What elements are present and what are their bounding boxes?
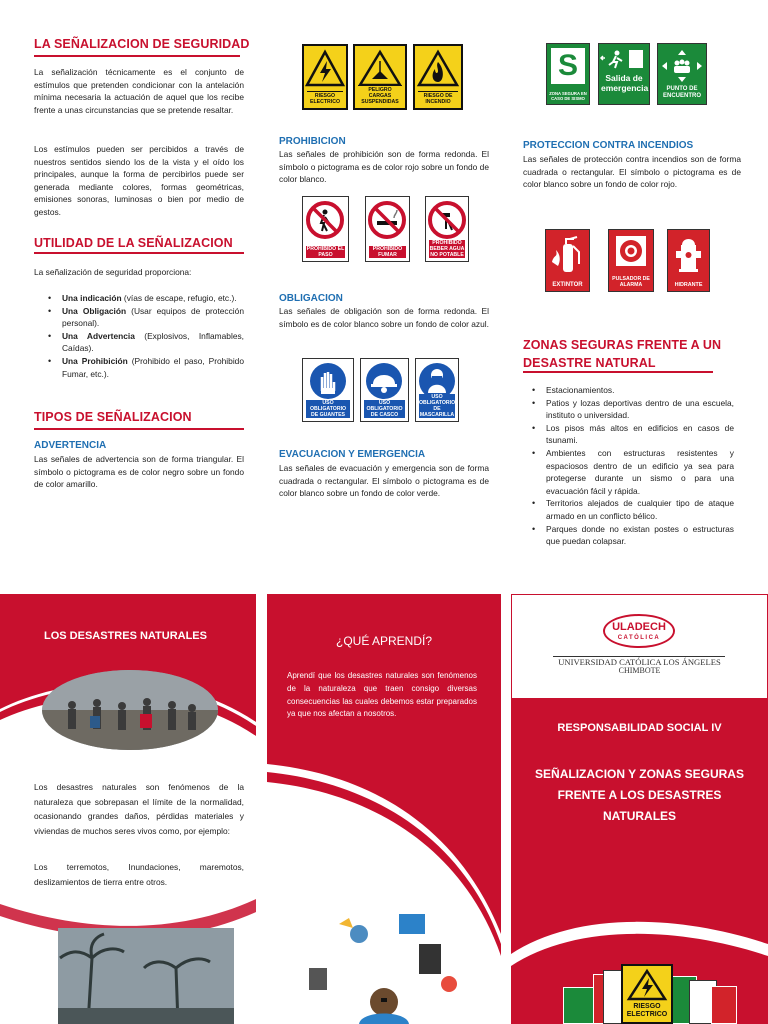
heading-tipos: TIPOS DE SEÑALIZACION	[34, 410, 192, 424]
proteccion-text: Las señales de protección contra incendios son de forma cuadrada o rectangular. El símbolo o pictograma es de color blanco sobre un fondo de color rojo.	[523, 154, 741, 190]
obligation-sign-helmet: USO OBLIGATORIO DE CASCO	[360, 358, 409, 422]
stack-sign-green	[563, 987, 597, 1024]
list-item: • Estacionamientos.	[528, 384, 734, 397]
triangle-bolt-icon	[304, 49, 346, 89]
evac-sign-emergency-exit: Salida de emergencia	[598, 43, 650, 105]
uladech-logo: ULADECH CATÓLICA	[603, 614, 675, 648]
evac-sign-meeting-point: PUNTO DE ENCUENTRO	[657, 43, 707, 105]
zonas-list	[528, 384, 734, 548]
desastres-paragraph-2: Los terremotos, Inundaciones, maremotos, deslizamientos de tierra entre otros.	[34, 862, 244, 887]
prohibicion-text: Las señales de prohibición son de forma redonda. El símbolo o pictograma es de color rojo sobre un fondo de color blanco.	[279, 149, 489, 185]
subheading-advertencia: ADVERTENCIA	[34, 440, 107, 451]
fire-sign-hydrant: HIDRANTE	[667, 229, 710, 292]
heading-underline	[34, 252, 244, 254]
triangle-flame-icon	[415, 49, 461, 89]
gloves-icon	[303, 360, 353, 404]
university-name: UNIVERSIDAD CATÓLICA LOS ÁNGELES	[558, 657, 721, 667]
panel-cover	[511, 594, 768, 1024]
list-item: • Una indicación (vías de escape, refugio, etc.).	[44, 292, 244, 305]
warning-sign-fire: RIESGO DE INCENDIO	[413, 44, 463, 110]
subheading-evacuacion: EVACUACION Y EMERGENCIA	[279, 449, 426, 460]
triangle-load-icon	[355, 49, 405, 89]
prohibition-sign-no-entry: PROHIBIDO EL PASO	[302, 196, 349, 262]
list-item: • Territorios alejados de cualquier tipo de ataque armado en un conflicto bélico.	[528, 497, 734, 522]
utilidad-intro: La señalización de seguridad proporciona:	[34, 267, 192, 277]
list-item: • Una Prohibición (Prohibido el paso, Prohibido Fumar, etc.).	[44, 355, 244, 380]
panel-desastres-title: LOS DESASTRES NATURALES	[44, 630, 207, 642]
hydrant-icon	[668, 233, 709, 275]
course-name: RESPONSABILIDAD SOCIAL IV	[557, 722, 722, 734]
no-drinking-water-icon	[426, 199, 468, 243]
university-city: CHIMBOTE	[618, 666, 661, 675]
heading-utilidad: UTILIDAD DE LA SEÑALIZACION	[34, 236, 233, 250]
exit-running-icon	[599, 46, 649, 72]
no-pedestrian-icon	[303, 199, 348, 243]
panel-que-aprendi	[267, 594, 501, 1024]
heading-senalizacion: LA SEÑALIZACION DE SEGURIDAD	[34, 37, 250, 51]
utilidad-list	[44, 292, 244, 380]
list-item: • Una Advertencia (Explosivos, Inflamables, Caídas).	[44, 330, 244, 355]
subheading-obligacion: OBLIGACION	[279, 293, 343, 304]
subheading-prohibicion: PROHIBICION	[279, 136, 346, 147]
senalizacion-paragraph-1: La señalización técnicamente es el conjunto de estímulos que pretenden condicionar con la antelación mínima necesaria la actuación de aquel que los recibe frente a unas circunstancias que se pretende resaltar.	[34, 67, 244, 115]
obligation-sign-mask: USO OBLIGATORIO DE MASCARILLA	[415, 358, 459, 422]
advertencia-text: Las señales de advertencia son de forma triangular. El símbolo o pictograma es de color negro sobre un fondo de color amarillo.	[34, 454, 244, 490]
list-item: • Ambientes con estructuras resistentes y espaciosos dentro de un edificio ya sea para protegerse durante un sismo o para una evacuación fácil y rápida.	[528, 447, 734, 497]
panel-desastres	[0, 594, 256, 1024]
disaster-photo	[42, 670, 218, 750]
panel-que-aprendi-title: ¿QUÉ APRENDÍ?	[335, 634, 433, 648]
stack-sign-red-2	[711, 986, 737, 1024]
study-illustration	[299, 894, 469, 1024]
cover-title: SEÑALIZACION Y ZONAS SEGURAS FRENTE A LOS DESASTRES NATURALES	[535, 767, 744, 823]
alarm-button-icon	[609, 233, 653, 273]
stack-sign-electric: RIESGO ELECTRICO	[621, 964, 673, 1024]
senalizacion-paragraph-2: Los estímulos pueden ser percibidos a través de nuestros sentidos siendo los de la vista y el oído los principales, aunque la forma de percibirlos puede ser generada mediante colores, formas geométricas, emisiones sonoras, luminosas o bien por medio de gestos.	[34, 144, 244, 217]
storm-photo	[58, 928, 234, 1024]
list-item: • Los pisos más altos en edificios en casos de tsunami.	[528, 422, 734, 447]
prohibition-sign-no-smoking: PROHIBIDO FUMAR	[365, 196, 410, 262]
fire-extinguisher-icon	[546, 232, 589, 278]
subheading-proteccion: PROTECCION CONTRA INCENDIOS	[523, 140, 694, 151]
heading-underline	[34, 428, 244, 430]
hurricane-palms-image	[58, 928, 234, 1024]
que-aprendi-text: Aprendí que los desastres naturales son fenómenos de la naturaleza que traen consigo diversas consecuencias las cuales debemos estar preparados ya que nos afectan a nosotros.	[287, 671, 477, 719]
list-item: • Una Obligación (Usar equipos de protección personal).	[44, 305, 244, 330]
heading-underline	[523, 371, 713, 373]
meeting-point-icon	[658, 46, 706, 86]
fire-sign-extinguisher: EXTINTOR	[545, 229, 590, 292]
list-item: • Parques donde no existan postes o estructuras que puedan colapsar.	[528, 523, 734, 548]
obligation-sign-gloves: USO OBLIGATORIO DE GUANTES	[302, 358, 354, 422]
heading-underline	[34, 55, 240, 57]
desastres-paragraph-1: Los desastres naturales son fenómenos de la naturaleza que sobrepasan el límite de la normalidad, ocasionando grandes daños, pérdidas materiales y viviendas de muchos seres vivos como, por ejemplo:	[34, 782, 244, 836]
evacuacion-text: Las señales de evacuación y emergencia son de forma cuadrada o rectangular. El símbolo o pictograma es de color blanco sobre un fondo de color verde.	[279, 463, 489, 499]
fire-sign-alarm-button: PULSADOR DE ALARMA	[608, 229, 654, 292]
triangle-bolt-icon	[623, 968, 671, 1002]
obligacion-text: Las señales de obligación son de forma redonda. El símbolo es de color blanco sobre un fondo de color azul.	[279, 306, 489, 329]
crowd-rubble-image	[42, 670, 218, 750]
list-item: • Patios y lozas deportivas dentro de una escuela, instituto o universidad.	[528, 397, 734, 422]
prohibition-sign-no-drinking: PROHIBIDO BEBER AGUA NO POTABLE	[425, 196, 469, 262]
helmet-icon	[361, 360, 408, 404]
no-smoking-icon	[366, 199, 409, 243]
evac-sign-safe-zone: S ZONA SEGURA EN CASO DE SISMO	[546, 43, 590, 105]
warning-sign-loads: PELIGRO CARGAS SUSPENDIDAS	[353, 44, 407, 110]
warning-sign-electric: RIESGO ELECTRICO	[302, 44, 348, 110]
heading-zonas-seguras: ZONAS SEGURAS FRENTE A UN DESASTRE NATURAL	[523, 338, 722, 370]
